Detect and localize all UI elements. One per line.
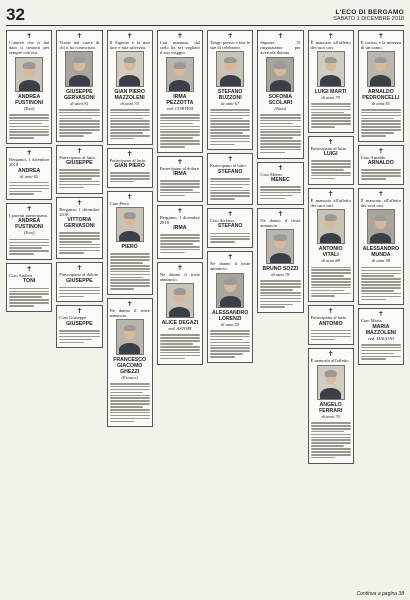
small-print-text [260,279,300,309]
obituary-notice [56,305,102,348]
obituary-notice [6,147,52,200]
deceased-name: ARNALDO [367,160,394,167]
deceased-name: IRMA [173,225,187,232]
name-subtitle: di anni 88 [321,258,340,264]
portrait-photo [116,319,144,354]
obituary-notice [308,188,354,303]
cross-icon: ✝ [227,253,234,262]
cross-icon: ✝ [277,163,284,172]
cross-icon: ✝ [377,146,384,155]
deceased-name: LUIGI [323,151,338,158]
deceased-name: VITTORIA GERVASONI [64,216,95,229]
notice-text: I parenti partecipano. [9,213,49,219]
column [257,30,303,592]
name-subtitle: ved. ASTORI [168,326,192,332]
obituary-notice [56,30,102,142]
name-subtitle: di anni 78 [271,272,290,278]
cross-icon: ✝ [126,149,133,158]
notice-text: Ciao Maria [360,318,382,324]
small-print-text [260,185,300,201]
notice-text: Ne danno il triste annuncio. [159,271,200,282]
notice-text: Ne danno il triste annuncio. [260,217,301,228]
notice-text: Partecipano al lutto. [210,163,247,169]
obituary-notice [207,153,253,205]
name-subtitle: (Franco) [121,374,138,380]
deceased-name: STEFANO BUZZONI [217,88,243,101]
deceased-name: ALESSANDRO MUNDA [362,246,400,259]
name-subtitle: di anni 67 [220,100,240,106]
deceased-name: BRUNO SOZZI [262,266,299,273]
name-subtitle: di anni 79 [321,94,340,100]
deceased-name: ANGELO FERRARI [319,401,343,414]
continued-note: Continua a pagina 38 [356,591,404,597]
portrait-photo [116,51,144,86]
obituary-notice [308,30,354,133]
small-print-text [110,108,150,141]
deceased-name: STEFANO [217,168,243,175]
page-number: 32 [6,5,25,24]
cross-icon: ✝ [126,192,133,201]
small-print-text [59,329,99,345]
obituary-notice [107,191,153,295]
deceased-name: STEFANO [217,223,243,230]
deceased-name: MENEC [271,176,290,183]
obituary-notice [308,348,354,463]
name-subtitle: di anni 55 [220,321,240,327]
small-print-text [361,108,401,138]
deceased-name: GIUSEPPE [66,277,93,284]
cross-icon: ✝ [76,198,83,207]
portrait-photo [166,57,194,92]
deceased-name: IRMA PEZZOTTA [166,93,194,106]
notice-text: È mancato all'affetto dei suoi cari. [360,197,401,209]
small-print-text [311,265,351,298]
deceased-name: SOFONIA SCOLARI [268,93,293,106]
deceased-name: ANDREA FUSTINONI [15,93,44,106]
cross-icon: ✝ [227,210,234,219]
name-subtitle: ved. MAGONI [367,335,394,341]
deceased-name: LUIGI MARTI [314,88,347,95]
name-subtitle: (Toni) [23,105,35,111]
cross-icon: ✝ [76,307,83,316]
notice-text: Bergamo, 1 dicembre 2018 [9,157,50,168]
small-print-text [59,108,99,138]
cross-icon: ✝ [377,189,384,198]
notice-text: È mancato all'affetto dei suoi cari. [310,40,351,51]
cross-icon: ✝ [277,209,284,218]
cross-icon: ✝ [126,32,133,40]
obituary-notice [358,188,404,306]
notice-text: Il Signore è la mia luce e mia salvezza. [109,40,150,51]
notice-text: Partecipano al lutto. [310,145,348,151]
notice-text: Ciao Giuseppe [59,315,87,321]
name-subtitle: di anni 70 [321,413,340,419]
notice-text: Partecipano al lutto. [109,157,147,163]
obituary-notice [257,162,303,205]
portrait-photo [65,51,93,86]
small-print-text [361,343,401,362]
portrait-photo [367,209,395,244]
cross-icon: ✝ [377,32,384,40]
notice-text: Ne danno il triste annuncio. [109,308,150,319]
small-print-text [9,113,49,140]
small-print-text [110,252,150,291]
cross-icon: ✝ [76,32,83,40]
portrait-photo [15,57,43,92]
notice-text: Bergamo, 1 dicembre 2018 [59,206,100,217]
small-print-text [160,333,200,360]
obituary-notice [308,136,354,185]
small-print-text [311,329,351,342]
deceased-name: ANTONIO VITALI [318,246,343,259]
obituary-notice [107,148,153,188]
obituary-notice [107,30,153,145]
deceased-name: ALESSANDRO LORENZI [211,309,249,322]
cross-icon: ✝ [327,137,334,146]
obituary-notice [358,30,404,142]
notice-text: Vivrai nel cuore di chi ti ha conosciuto. [59,40,100,51]
cross-icon: ✝ [377,310,384,319]
deceased-name: ANDREA [18,167,41,174]
column [358,30,404,592]
small-print-text [311,102,351,129]
small-print-text [110,382,150,424]
notice-text: È mancato all'affetto dei suoi cari. [310,197,351,208]
notice-text: L'amore che ci hai dato ti rimarrà per sempre con noi. [9,40,50,56]
deceased-name: PIERO [121,244,138,251]
portrait-photo [116,207,144,242]
cross-icon: ✝ [176,206,183,215]
name-subtitle: di anni 58 [371,258,390,264]
name-subtitle: (Toni) [23,230,35,236]
name-subtitle: di anni 81 [371,100,390,106]
notice-text: Tengo presso e fate le sue di celebrano. [210,40,251,51]
column [157,30,203,592]
column [6,30,52,592]
cross-icon: ✝ [327,189,334,198]
obituary-notice [56,262,102,302]
portrait-photo [216,273,244,308]
small-print-text [311,421,351,460]
deceased-name: ANDREA FUSTINONI [15,218,44,231]
column [308,30,354,592]
small-print-text [160,179,200,198]
obituary-notice [56,197,102,260]
notice-text: Ne danno il triste annuncio. [210,261,251,272]
obituary-notice [157,156,203,202]
obituary-notice [157,205,203,259]
notice-text: Con mamma, dal cielo ha sei vegliato il suo viaggio. [159,40,200,56]
deceased-name: GIUSEPPE [66,320,93,327]
deceased-name: IRMA [173,171,187,177]
small-print-text [210,231,250,244]
notice-text: Partecipano al dolore. [59,272,100,278]
obituary-notice [257,208,303,314]
small-print-text [110,171,150,184]
cross-icon: ✝ [176,263,183,272]
small-print-text [59,231,99,255]
notice-columns [6,30,404,592]
cross-icon: ✝ [26,149,33,158]
deceased-name: ALICE DEGAZI [161,320,199,327]
deceased-name: GIUSEPPE [66,160,93,167]
name-subtitle: di anni 82 [19,173,39,179]
obituary-notice [56,145,102,194]
obituary-notice [207,30,253,150]
small-print-text [311,159,351,181]
deceased-name: GIAN PIERO [114,162,145,169]
name-subtitle: di anni 74 [120,100,139,106]
small-print-text [160,233,200,255]
issue-date: SABATO 1 DICEMBRE 2018 [333,16,404,22]
notice-text: Bergamo, 1 dicembre 2018 [159,214,200,225]
obituary-notice [207,251,253,363]
cross-icon: ✝ [227,155,234,164]
notice-text: Signore Ti ringraziamo per avercela donata. [260,40,301,56]
deceased-name: FRANCESCO GIACOMO GHEZZI [113,356,147,375]
small-print-text [260,113,300,155]
small-print-text [160,113,200,149]
obituary-notice [107,298,153,427]
obituary-notice [358,145,404,185]
portrait-photo [266,57,294,92]
column [107,30,153,592]
portrait-photo [367,51,395,86]
small-print-text [59,286,99,299]
obituary-notice [308,305,354,345]
small-print-text [210,177,250,201]
cross-icon: ✝ [277,32,284,40]
portrait-photo [266,229,294,264]
cross-icon: ✝ [26,32,33,40]
portrait-photo [317,51,345,86]
obituary-notice [207,208,253,248]
notice-text: Partecipano al dolore. [159,165,200,171]
notice-text: Ciao Menec [260,171,283,177]
cross-icon: ✝ [227,32,234,40]
cross-icon: ✝ [26,205,33,214]
cross-icon: ✝ [176,32,183,40]
cross-icon: ✝ [327,307,334,316]
cross-icon: ✝ [327,32,334,40]
cross-icon: ✝ [126,300,133,309]
name-subtitle: ved. CORTESI [166,105,194,111]
obituary-notice [157,30,203,153]
obituary-notice [157,262,203,365]
deceased-name: ARNALDO PEDRONCELLI [362,88,400,101]
portrait-photo [166,283,194,318]
cross-icon: ✝ [76,146,83,155]
portrait-photo [317,365,345,400]
cross-icon: ✝ [327,350,334,359]
column [207,30,253,592]
name-subtitle: di anni 91 [70,100,89,106]
notice-text: Ciao Arnaldo [360,154,386,160]
deceased-name: GIAN PIERO MAZZOLENI [114,88,145,101]
small-print-text [59,168,99,190]
portrait-photo [216,51,244,86]
small-print-text [9,181,49,197]
column [56,30,102,592]
small-print-text [210,108,250,147]
notice-text: Ciao Stefano [210,218,234,224]
cross-icon: ✝ [176,157,183,166]
portrait-photo [317,209,345,244]
obituary-notice [6,30,52,144]
obituary-notice [6,203,52,260]
deceased-name: GIUSEPPE GERVASONI [64,88,95,101]
small-print-text [210,329,250,359]
name-subtitle: (Nina) [274,105,287,111]
deceased-name: MARIA MAZZOLENI [365,323,396,336]
cross-icon: ✝ [26,265,33,274]
notice-text: Il sorriso e la mitezza di un uomo. [360,40,401,51]
small-print-text [361,265,401,301]
deceased-name: ANTONIO [318,320,343,327]
notice-text: Partecipano al lutto. [310,315,348,321]
cross-icon: ✝ [76,264,83,273]
obituary-notice [257,30,303,159]
obituary-notice [6,263,52,312]
masthead [6,4,404,26]
notice-text: Ciao Andrea [9,273,33,279]
notice-text: È mancato all'affetto. [310,358,350,364]
deceased-name: TONI [22,278,36,285]
notice-text: Ciao Piero [109,200,130,206]
small-print-text [9,286,49,308]
small-print-text [361,168,401,181]
notice-text: Partecipano al lutto. [59,154,97,160]
newspaper-name: L'ECO DI BERGAMO [335,9,404,16]
obituary-notice [358,308,404,365]
small-print-text [9,237,49,256]
